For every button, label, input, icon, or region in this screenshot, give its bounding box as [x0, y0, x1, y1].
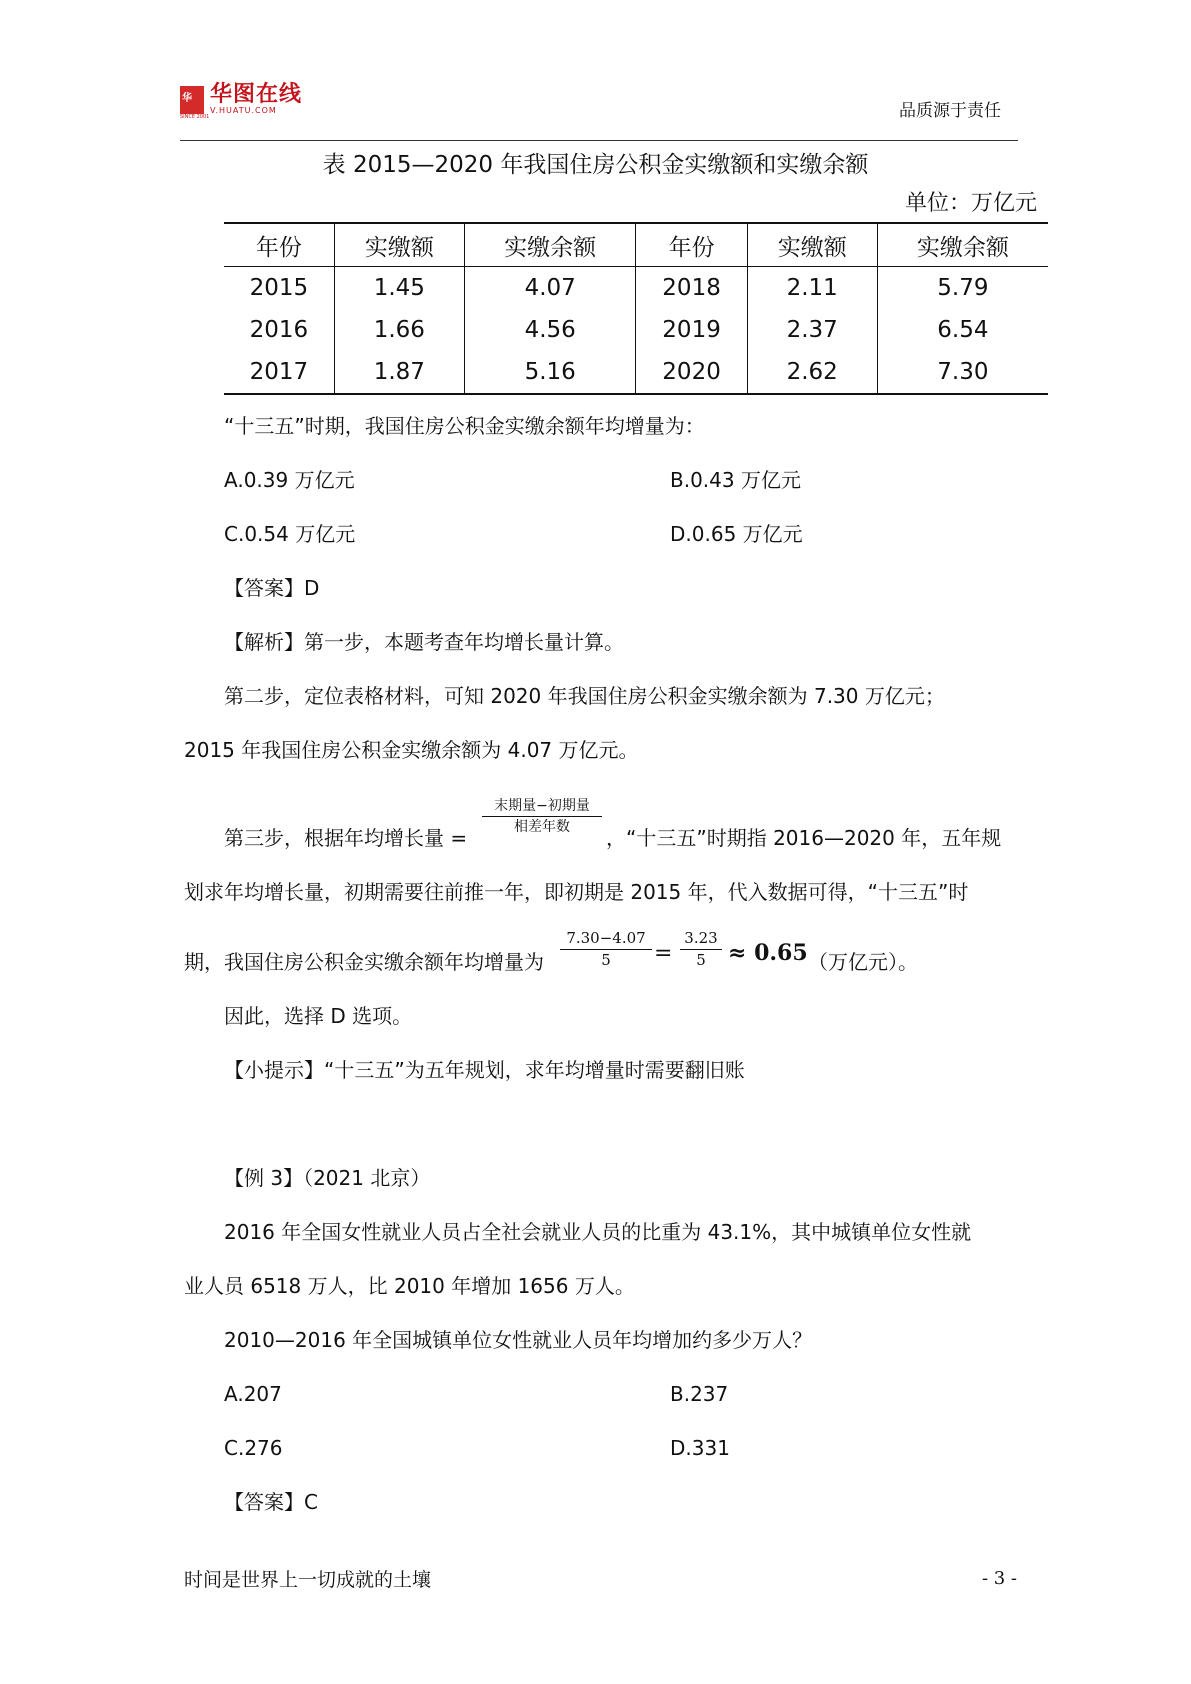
col-header-paid: 实缴额	[747, 223, 877, 267]
col-header-year: 年份	[636, 223, 747, 267]
table-cell: 2.62	[747, 351, 877, 394]
calc-numerator-2: 3.23	[684, 929, 718, 947]
q2-question: 2010—2016 年全国城镇单位女性就业人员年均增加约多少万人？	[224, 1328, 813, 1352]
table-cell: 2020	[636, 351, 747, 394]
calc-numerator-1: 7.30−4.07	[566, 929, 646, 947]
table-unit: 单位：万亿元	[904, 191, 1037, 216]
table-cell: 6.54	[877, 309, 1048, 351]
footer-motto: 时间是世界上一切成就的土壤	[184, 1569, 432, 1591]
col-header-paid: 实缴额	[334, 223, 464, 267]
q1-option-c: C.0.54 万亿元	[224, 522, 356, 546]
logo-glyph: 华	[182, 93, 192, 104]
q1-analysis-step1: 【解析】第一步，本题考查年均增长量计算。	[224, 630, 624, 654]
table-cell: 2018	[636, 267, 747, 310]
table-row	[224, 309, 1048, 351]
q1-analysis-step3-formula-lead: 期，我国住房公积金实缴余额年均增量为	[184, 950, 544, 974]
q2-material: 2016 年全国女性就业人员占全社会就业人员的比重为 43.1%，其中城镇单位女性就	[224, 1220, 972, 1244]
table-cell: 4.07	[464, 267, 636, 310]
calc-denominator-2: 5	[680, 949, 722, 971]
q1-analysis-step3-lead: 第三步，根据年均增长量 =	[224, 826, 468, 850]
formula-fraction	[482, 796, 602, 837]
table-cell: 1.66	[334, 309, 464, 351]
col-header-year: 年份	[224, 223, 334, 267]
formula-denominator: 相差年数	[482, 816, 602, 837]
table-cell: 5.16	[464, 351, 636, 394]
calc-equals: =	[654, 941, 673, 966]
table-cell: 2.37	[747, 309, 877, 351]
logo-text	[210, 84, 302, 116]
q1-option-a: A.0.39 万亿元	[224, 468, 355, 492]
col-header-balance: 实缴余额	[877, 223, 1048, 267]
table-header-row	[224, 223, 1048, 267]
calc-denominator-1: 5	[560, 949, 652, 971]
q1-question: “十三五”时期，我国住房公积金实缴余额年均增量为：	[224, 414, 705, 438]
header-slogan: 品质源于责任	[899, 101, 1001, 121]
calc-fraction-2	[680, 928, 722, 971]
q2-answer: 【答案】C	[224, 1490, 318, 1514]
q1-analysis-step2-cont: 2015 年我国住房公积金实缴余额为 4.07 万亿元。	[184, 738, 639, 762]
page-number: - 3 -	[981, 1568, 1017, 1589]
q2-option-a: A.207	[224, 1382, 282, 1406]
q1-option-d: D.0.65 万亿元	[670, 522, 803, 546]
q1-analysis-step3-rest: ，“十三五”时期指 2016—2020 年，五年规	[606, 826, 1002, 850]
table-cell: 7.30	[877, 351, 1048, 394]
table-row	[224, 351, 1048, 394]
formula-numerator: 末期量−初期量	[494, 798, 590, 814]
q2-example-label: 【例 3】（2021 北京）	[224, 1166, 431, 1190]
calc-result: ≈ 0.65	[728, 940, 808, 966]
table-cell: 1.45	[334, 267, 464, 310]
logo-since: SINCE 2001	[180, 114, 210, 120]
data-table	[224, 222, 1048, 395]
q2-material-cont: 业人员 6518 万人，比 2010 年增加 1656 万人。	[184, 1274, 635, 1298]
q1-analysis-step2: 第二步，定位表格材料，可知 2020 年我国住房公积金实缴余额为 7.30 万亿元；	[224, 684, 945, 708]
table-cell: 2017	[224, 351, 334, 394]
calc-fraction-1	[560, 928, 652, 971]
q2-option-d: D.331	[670, 1436, 730, 1460]
table-row	[224, 267, 1048, 310]
col-header-balance: 实缴余额	[464, 223, 636, 267]
q2-option-b: B.237	[670, 1382, 729, 1406]
q2-option-c: C.276	[224, 1436, 283, 1460]
table-cell: 2.11	[747, 267, 877, 310]
logo-url: V.HUATU.COM	[210, 106, 277, 115]
q1-option-b: B.0.43 万亿元	[670, 468, 801, 492]
logo-mark-icon	[180, 86, 204, 114]
table-cell: 4.56	[464, 309, 636, 351]
q1-analysis-step4: 因此，选择 D 选项。	[224, 1004, 413, 1028]
q1-tip: 【小提示】“十三五”为五年规划，求年均增量时需要翻旧账	[224, 1058, 745, 1082]
huatu-logo	[180, 82, 303, 120]
table-cell: 2016	[249, 317, 309, 343]
table-cell: 2015	[249, 275, 309, 301]
table-cell: 1.87	[334, 351, 464, 394]
table-cell: 5.79	[877, 267, 1048, 310]
q1-analysis-step3-formula-tail: （万亿元）。	[808, 950, 918, 974]
logo-name: 华图在线	[210, 82, 303, 107]
q1-answer: 【答案】D	[224, 576, 320, 600]
header-divider	[180, 140, 1018, 141]
table-cell: 2019	[636, 309, 747, 351]
q1-analysis-step3-cont: 划求年均增长量，初期需要往前推一年，即初期是 2015 年，代入数据可得，“十三五”时	[184, 880, 969, 904]
table-title: 表 2015—2020 年我国住房公积金实缴额和实缴余额	[322, 152, 869, 178]
